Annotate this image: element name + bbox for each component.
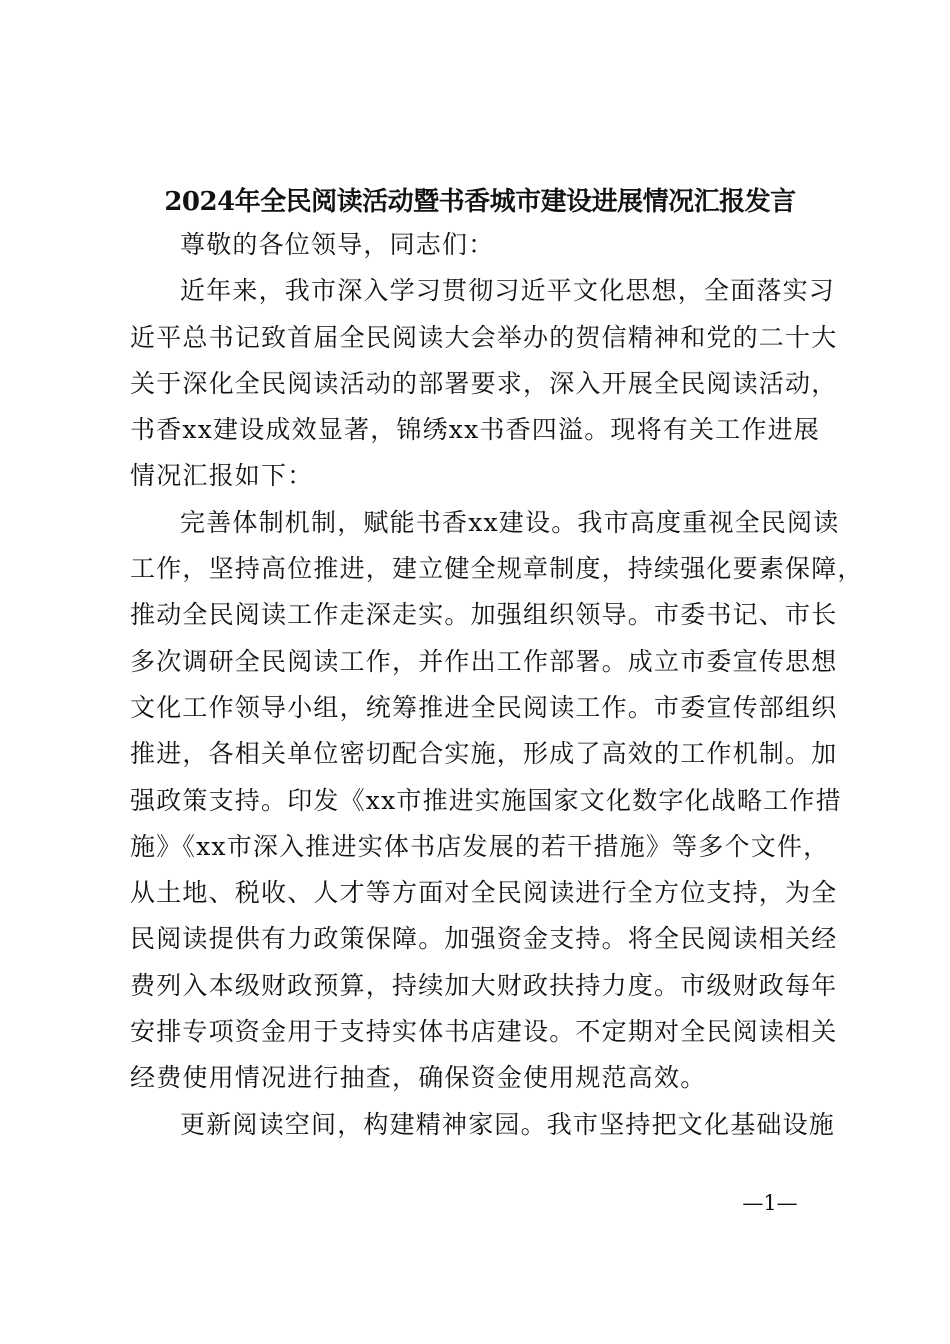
body-line: 文化工作领导小组，统筹推进全民阅读工作。市委宣传部组织	[130, 692, 838, 722]
body-line: 施》《xx市深入推进实体书店发展的若干措施》等多个文件，	[130, 831, 830, 861]
body-line: 关于深化全民阅读活动的部署要求，深入开展全民阅读活动，	[130, 368, 838, 398]
body-line: 尊敬的各位领导，同志们：	[180, 230, 495, 259]
body-line: 完善体制机制，赋能书香xx建设。我市高度重视全民阅读	[180, 507, 840, 537]
body-line: 情况汇报如下：	[130, 461, 314, 491]
body-line: 民阅读提供有力政策保障。加强资金支持。将全民阅读相关经	[130, 924, 838, 954]
body-line: 书香xx建设成效显著，锦绣xx书香四溢。现将有关工作进展	[130, 415, 820, 445]
body-line: 推动全民阅读工作走深走实。加强组织领导。市委书记、市长	[130, 600, 838, 630]
body-line: 更新阅读空间，构建精神家园。我市坚持把文化基础设施	[180, 1109, 836, 1139]
body-line: 安排专项资金用于支持实体书店建设。不定期对全民阅读相关	[130, 1017, 838, 1047]
body-line: 近年来，我市深入学习贯彻习近平文化思想，全面落实习	[180, 276, 836, 306]
body-line: 强政策支持。印发《xx市推进实施国家文化数字化战略工作措	[130, 785, 842, 815]
body-line: 经费使用情况进行抽查，确保资金使用规范高效。	[130, 1063, 707, 1093]
body-line: 近平总书记致首届全民阅读大会举办的贺信精神和党的二十大	[130, 322, 838, 352]
body-line: 多次调研全民阅读工作，并作出工作部署。成立市委宣传思想	[130, 646, 838, 676]
body-line: 推进，各相关单位密切配合实施，形成了高效的工作机制。加	[130, 739, 838, 769]
document-body	[130, 222, 864, 1148]
body-line: 费列入本级财政预算，持续加大财政扶持力度。市级财政每年	[130, 970, 838, 1000]
body-line: 从土地、税收、人才等方面对全民阅读进行全方位支持，为全	[130, 878, 838, 908]
page-number: —1—	[742, 1191, 798, 1215]
document-title: 2024年全民阅读活动暨书香城市建设进展情况汇报发言	[164, 187, 796, 217]
body-line: 工作，坚持高位推进，建立健全规章制度，持续强化要素保障，	[130, 554, 864, 584]
